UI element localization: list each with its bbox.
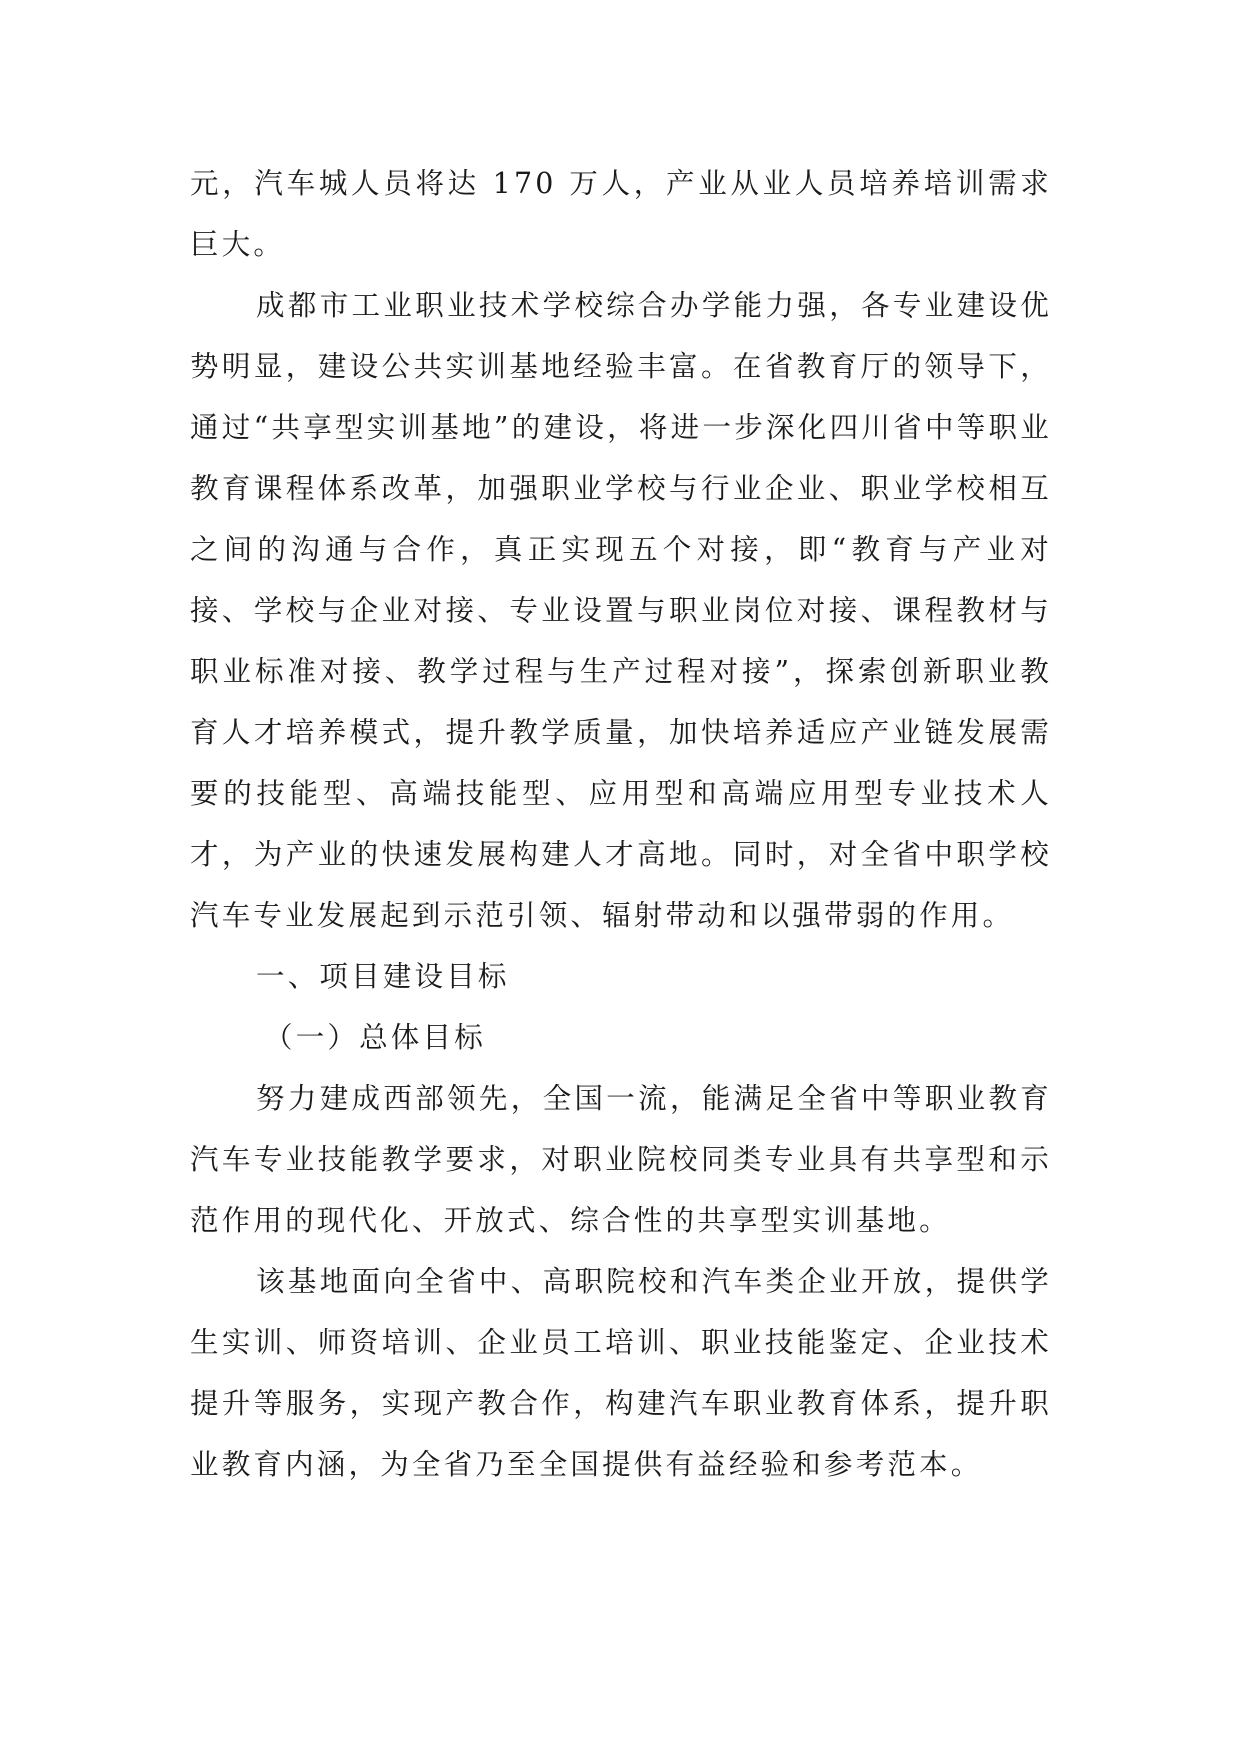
section-heading-project-goals: 一、项目建设目标 xyxy=(256,960,510,993)
paragraph-base-services: 该基地面向全省中、高职院校和汽车类企业开放，提供学生实训、师资培训、企业员工培训、职业技能鉴定、企业技术提升等服务，实现产教合作，构建汽车职业教育体系，提升职业教育内涵，为全省乃至全国提供有益经验和参考范本。 xyxy=(190,1265,1052,1481)
subsection-heading-overall-goal: （一）总体目标 xyxy=(264,1021,486,1054)
paragraph-overall-goal: 努力建成西部领先，全国一流，能满足全省中等职业教育汽车专业技能教学要求，对职业院校同类专业具有共享型和示范作用的现代化、开放式、综合性的共享型实训基地。 xyxy=(190,1082,1052,1237)
document-body xyxy=(190,153,1052,1495)
paragraph-school-overview: 成都市工业职业技术学校综合办学能力强，各专业建设优势明显，建设公共实训基地经验丰富。在省教育厅的领导下，通过“共享型实训基地”的建设，将进一步深化四川省中等职业教育课程体系改革，加强职业学校与行业企业、职业学校相互之间的沟通与合作，真正实现五个对接，即“教育与产业对接、学校与企业对接、专业设置与职业岗位对接、课程教材与职业标准对接、教学过程与生产过程对接”，探索创新职业教育人才培养模式，提升教学质量，加快培养适应产业链发展需要的技能型、高端技能型、应用型和高端应用型专业技术人才，为产业的快速发展构建人才高地。同时，对全省中职学校汽车专业发展起到示范引领、辐射带动和以强带弱的作用。 xyxy=(190,289,1052,932)
paragraph-continuation: 元，汽车城人员将达 170 万人，产业从业人员培养培训需求巨大。 xyxy=(190,167,1052,261)
